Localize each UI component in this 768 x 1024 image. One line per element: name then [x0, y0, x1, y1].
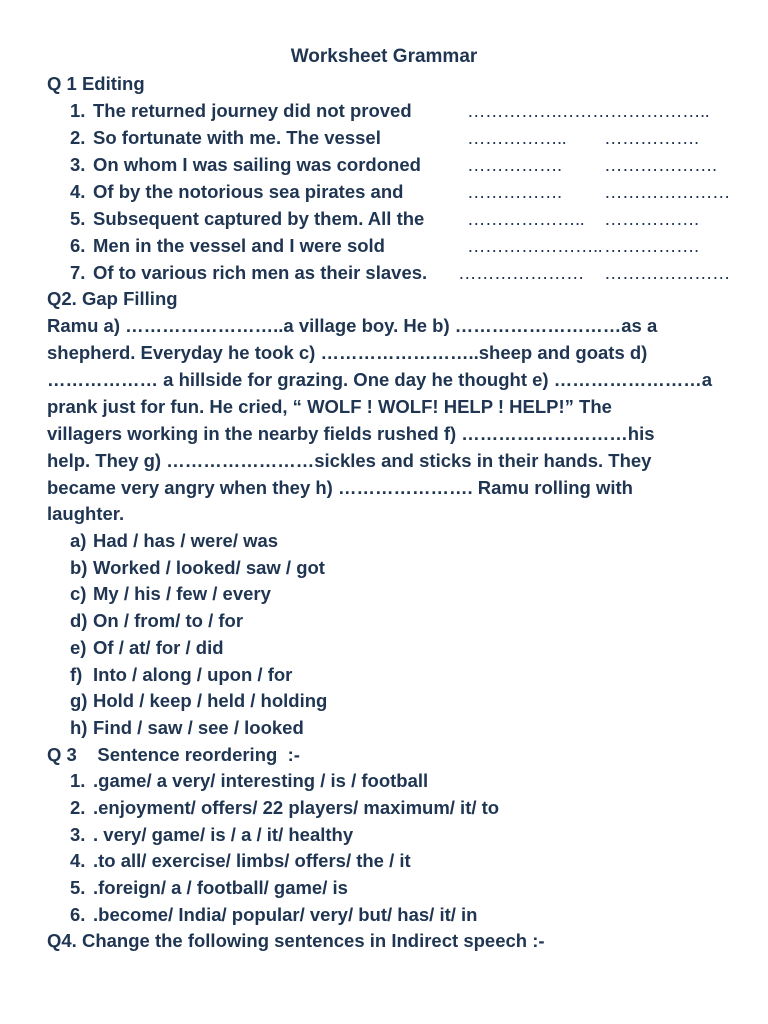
q1-item-number: 2.: [70, 127, 86, 148]
q1-correction-blank: …………….: [604, 208, 699, 229]
q3-item-text: .enjoyment/ offers/ 22 players/ maximum/ it/ to: [93, 797, 500, 818]
q1-correction-blank: ……………….: [604, 154, 717, 175]
q3-item-number: 4.: [70, 850, 86, 871]
q2-option-letter: g): [70, 690, 88, 711]
q1-correction-blank: …………………: [604, 181, 730, 202]
q1-item-number: 1.: [70, 100, 86, 121]
q1-item-text: Of by the notorious sea pirates and: [93, 181, 404, 202]
q1-item-number: 6.: [70, 235, 86, 256]
q1-item-text: So fortunate with me. The vessel: [93, 127, 381, 148]
q2-passage-line: laughter.: [47, 503, 125, 524]
q1-correction-blank: …………….: [604, 127, 699, 148]
q2-option-text: My / his / few / every: [93, 583, 271, 604]
q2-passage-line: became very angry when they h) …………………. Ramu rolling with: [47, 477, 633, 498]
q3-item-text: .become/ India/ popular/ very/ but/ has/ it/ in: [93, 904, 478, 925]
q1-error-blank: …………………: [458, 262, 584, 283]
q1-item-text: Subsequent captured by them. All the: [93, 208, 425, 229]
q1-error-blank: ………………..: [467, 208, 585, 229]
q2-passage-line: prank just for fun. He cried, “ WOLF ! WOLF! HELP ! HELP!” The: [47, 396, 612, 417]
q2-option-letter: c): [70, 583, 87, 604]
q2-option-letter: f): [70, 664, 83, 685]
q2-option-text: Find / saw / see / looked: [93, 717, 304, 738]
q3-item-number: 2.: [70, 797, 86, 818]
q1-error-blank: …………….: [467, 181, 562, 202]
q3-item-number: 5.: [70, 877, 86, 898]
q2-option-text: Had / has / were/ was: [93, 530, 279, 551]
q2-option-letter: b): [70, 557, 88, 578]
q2-option-text: Hold / keep / held / holding: [93, 690, 328, 711]
q3-item-number: 3.: [70, 824, 86, 845]
q2-option-letter: h): [70, 717, 88, 738]
q3-item-text: . very/ game/ is / a / it/ healthy: [93, 824, 354, 845]
q2-option-text: Worked / looked/ saw / got: [93, 557, 325, 578]
q3-item-number: 6.: [70, 904, 86, 925]
q1-correction-blank: …………………: [604, 262, 730, 283]
q2-option-text: Into / along / upon / for: [93, 664, 293, 685]
q1-item-number: 4.: [70, 181, 86, 202]
q4-heading: Q4. Change the following sentences in Indirect speech :-: [47, 930, 545, 951]
q2-passage-line: help. They g) ……………………sickles and sticks in their hands. They: [47, 450, 652, 471]
q1-correction-blank: ……………………..: [556, 100, 710, 121]
q1-error-blank: ……………: [467, 100, 557, 121]
q2-option-text: On / from/ to / for: [93, 610, 244, 631]
q2-option-text: Of / at/ for / did: [93, 637, 224, 658]
q1-heading: Q 1 Editing: [47, 73, 145, 94]
q1-error-blank: ……………..: [467, 127, 567, 148]
q2-passage-line: villagers working in the nearby fields rushed f) ………………………his: [47, 423, 655, 444]
q2-heading: Q2. Gap Filling: [47, 288, 178, 309]
q2-passage-line: ……………… a hillside for grazing. One day he thought e) ……………………a: [47, 369, 713, 390]
q1-error-blank: …………….: [467, 154, 562, 175]
q3-item-text: .to all/ exercise/ limbs/ offers/ the / it: [93, 850, 411, 871]
q3-heading: Q 3 Sentence reordering :-: [47, 744, 300, 765]
q1-item-text: On whom I was sailing was cordoned: [93, 154, 421, 175]
q3-item-number: 1.: [70, 770, 86, 791]
q2-option-letter: d): [70, 610, 88, 631]
q1-correction-blank: …………….: [604, 235, 699, 256]
q1-item-text: Of to various rich men as their slaves.: [93, 262, 428, 283]
q1-item-text: The returned journey did not proved: [93, 100, 412, 121]
worksheet-title: Worksheet Grammar: [290, 46, 478, 67]
q2-passage-line: Ramu a) ……………………..a village boy. He b) ………………………as a: [47, 315, 658, 336]
q2-passage-line: shepherd. Everyday he took c) ……………………..sheep and goats d): [47, 342, 648, 363]
q1-item-text: Men in the vessel and I were sold: [93, 235, 385, 256]
q2-option-letter: a): [70, 530, 87, 551]
q2-option-letter: e): [70, 637, 87, 658]
q3-item-text: .game/ a very/ interesting / is / football: [93, 770, 429, 791]
q1-item-number: 3.: [70, 154, 86, 175]
q1-item-number: 5.: [70, 208, 86, 229]
q3-item-text: .foreign/ a / football/ game/ is: [93, 877, 348, 898]
q1-error-blank: …………………..: [467, 235, 603, 256]
q1-item-number: 7.: [70, 262, 86, 283]
